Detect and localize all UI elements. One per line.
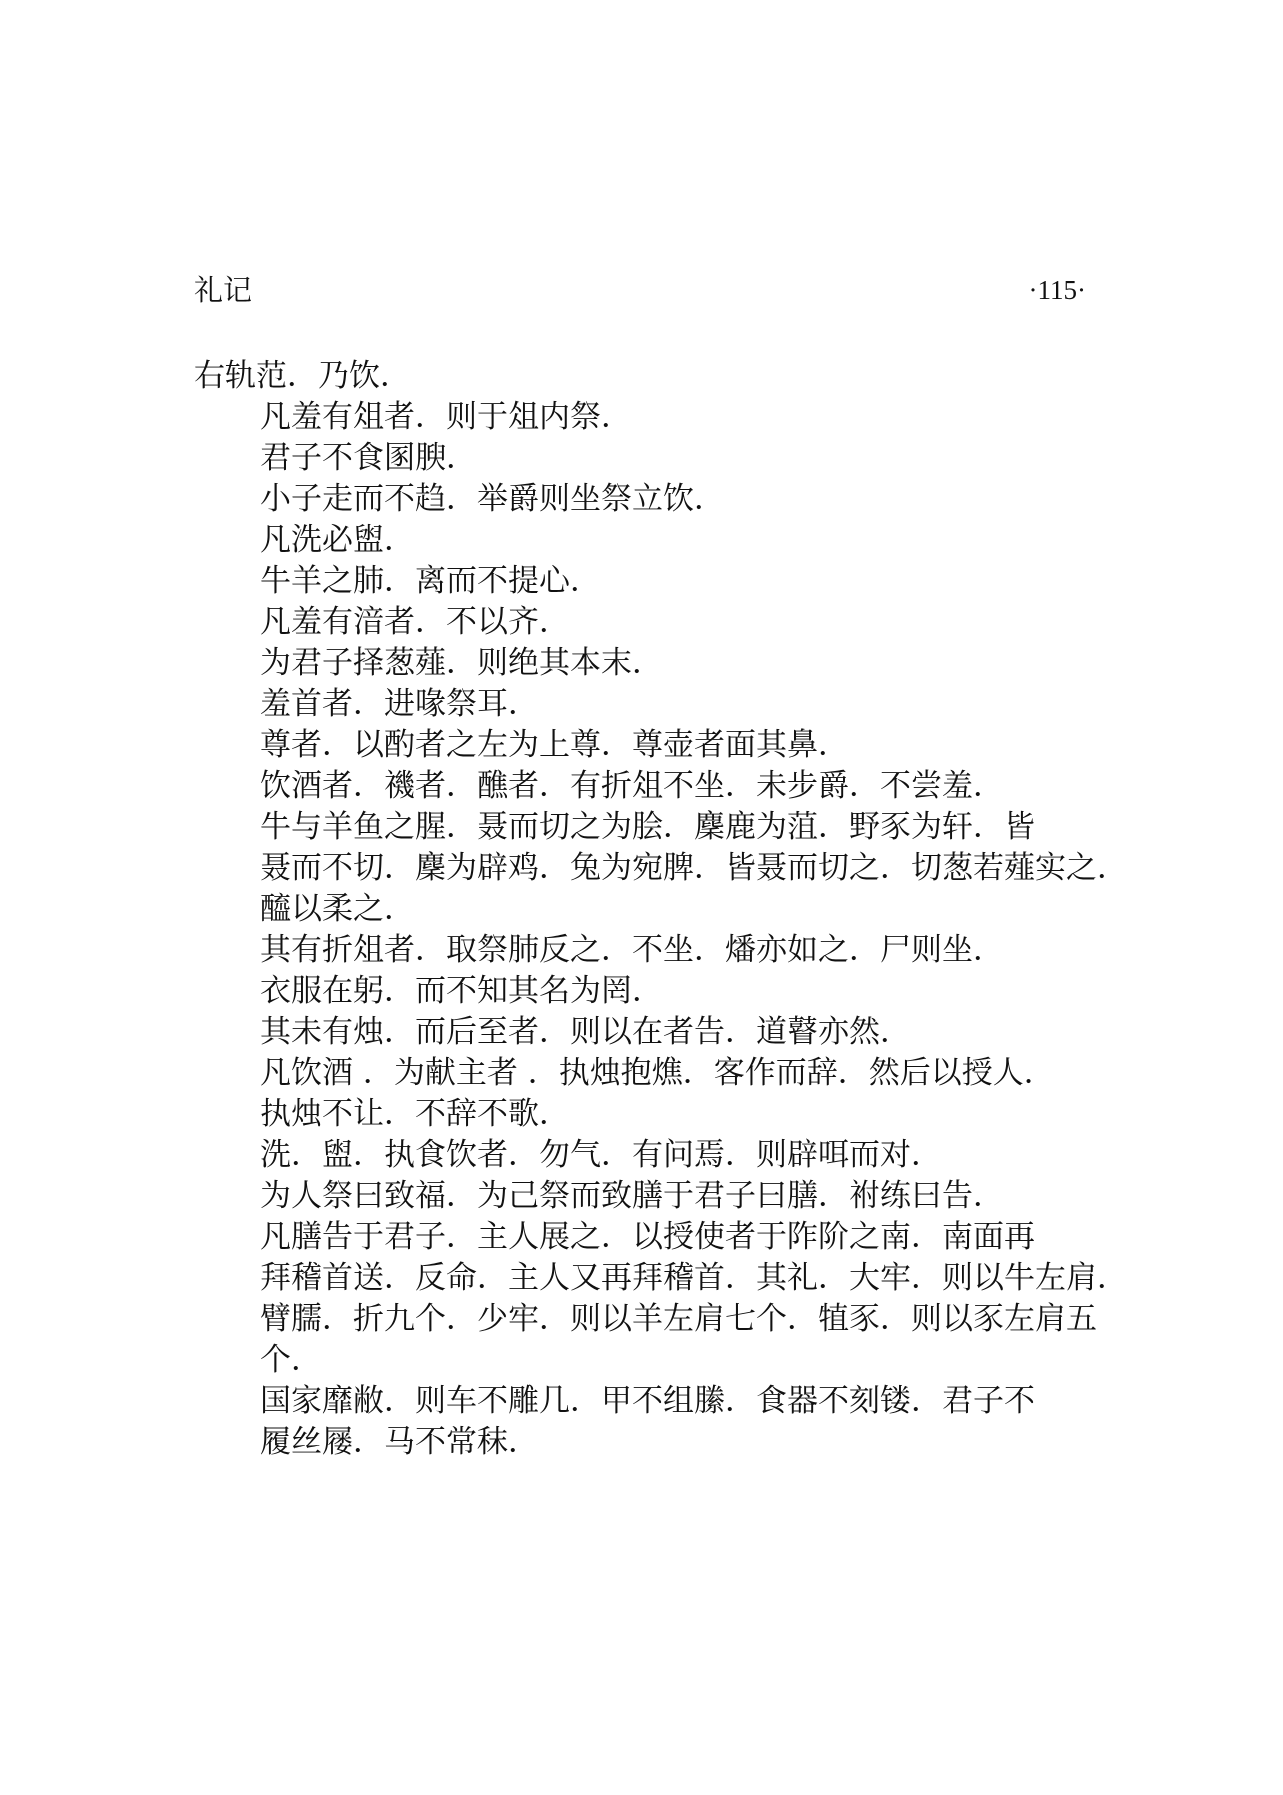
text-line: 凡膳告于君子．主人展之．以授使者于阼阶之南．南面再: [260, 1219, 1035, 1255]
text-line: 为人祭曰致福．为己祭而致膳于君子曰膳．祔练曰告．: [260, 1178, 1004, 1214]
text-line: 醯以柔之．: [260, 891, 415, 927]
text-paragraph: [194, 1217, 1128, 1381]
text-paragraph: [194, 479, 1094, 520]
text-paragraph: [194, 1012, 1094, 1053]
text-paragraph: [194, 971, 1094, 1012]
text-paragraph: [194, 397, 1094, 438]
text-paragraph: [194, 561, 1094, 602]
text-paragraph: [194, 766, 1094, 807]
text-paragraph: [194, 520, 1094, 561]
text-line: 凡洗必盥．: [260, 522, 415, 558]
text-paragraph: [194, 1176, 1094, 1217]
text-line: 臂臑．折九个．少牢．则以羊左肩七个．犆豕．则以豕左肩五: [260, 1301, 1097, 1337]
text-line: 小子走而不趋．举爵则坐祭立饮．: [260, 481, 725, 517]
page-number: ·115·: [1028, 275, 1086, 305]
text-line: 为君子择葱薤．则绝其本末．: [260, 645, 663, 681]
text-line: 国家靡敝．则车不雕几．甲不组縢．食器不刻镂．君子不: [260, 1383, 1035, 1419]
text-paragraph: [194, 684, 1094, 725]
text-line: 凡羞有俎者．则于俎内祭．: [260, 399, 632, 435]
body-text: [194, 356, 1128, 1463]
text-paragraph: [194, 930, 1094, 971]
text-paragraph: [194, 1135, 1094, 1176]
text-paragraph: [194, 725, 1094, 766]
text-line: 其有折俎者．取祭肺反之．不坐．燔亦如之．尸则坐．: [260, 932, 1004, 968]
text-paragraph: [194, 1381, 1094, 1463]
text-line: 右轨范．乃饮．: [194, 358, 411, 394]
text-line: 凡饮酒 ．为献主者 ．执烛抱燋．客作而辞．然后以授人．: [260, 1055, 1055, 1091]
text-line: 衣服在躬．而不知其名为罔．: [260, 973, 663, 1009]
text-paragraph: [194, 602, 1094, 643]
running-header: [194, 268, 1086, 312]
text-paragraph: [194, 438, 1094, 479]
text-line: 履丝屦．马不常秣．: [260, 1424, 539, 1460]
text-line: 羞首者．进喙祭耳．: [260, 686, 539, 722]
text-line: 尊者．以酌者之左为上尊．尊壶者面其鼻．: [260, 727, 849, 763]
text-line: 其未有烛．而后至者．则以在者告．道瞽亦然．: [260, 1014, 911, 1050]
text-paragraph: [194, 356, 1094, 397]
text-paragraph: [194, 643, 1094, 684]
text-line: 凡羞有湆者．不以齐．: [260, 604, 570, 640]
book-title: 礼记: [194, 273, 253, 307]
text-line: 饮酒者．禨者．醮者．有折俎不坐．未步爵．不尝羞．: [260, 768, 1004, 804]
text-paragraph: [194, 807, 1128, 930]
text-line: 牛与羊鱼之腥．聂而切之为脍．麇鹿为菹．野豕为轩．皆: [260, 809, 1035, 845]
text-line: 拜稽首送．反命．主人又再拜稽首．其礼．大牢．则以牛左肩．: [260, 1260, 1128, 1296]
text-line: 聂而不切．麇为辟鸡．兔为宛脾．皆聂而切之．切葱若薤实之．: [260, 850, 1128, 886]
text-paragraph: [194, 1053, 1094, 1135]
text-line: 牛羊之肺．离而不提心．: [260, 563, 601, 599]
text-line: 个．: [260, 1342, 322, 1378]
text-line: 执烛不让．不辞不歌．: [260, 1096, 570, 1132]
text-line: 君子不食圂腴．: [260, 440, 477, 476]
text-line: 洗．盥．执食饮者．勿气．有问焉．则辟咡而对．: [260, 1137, 942, 1173]
